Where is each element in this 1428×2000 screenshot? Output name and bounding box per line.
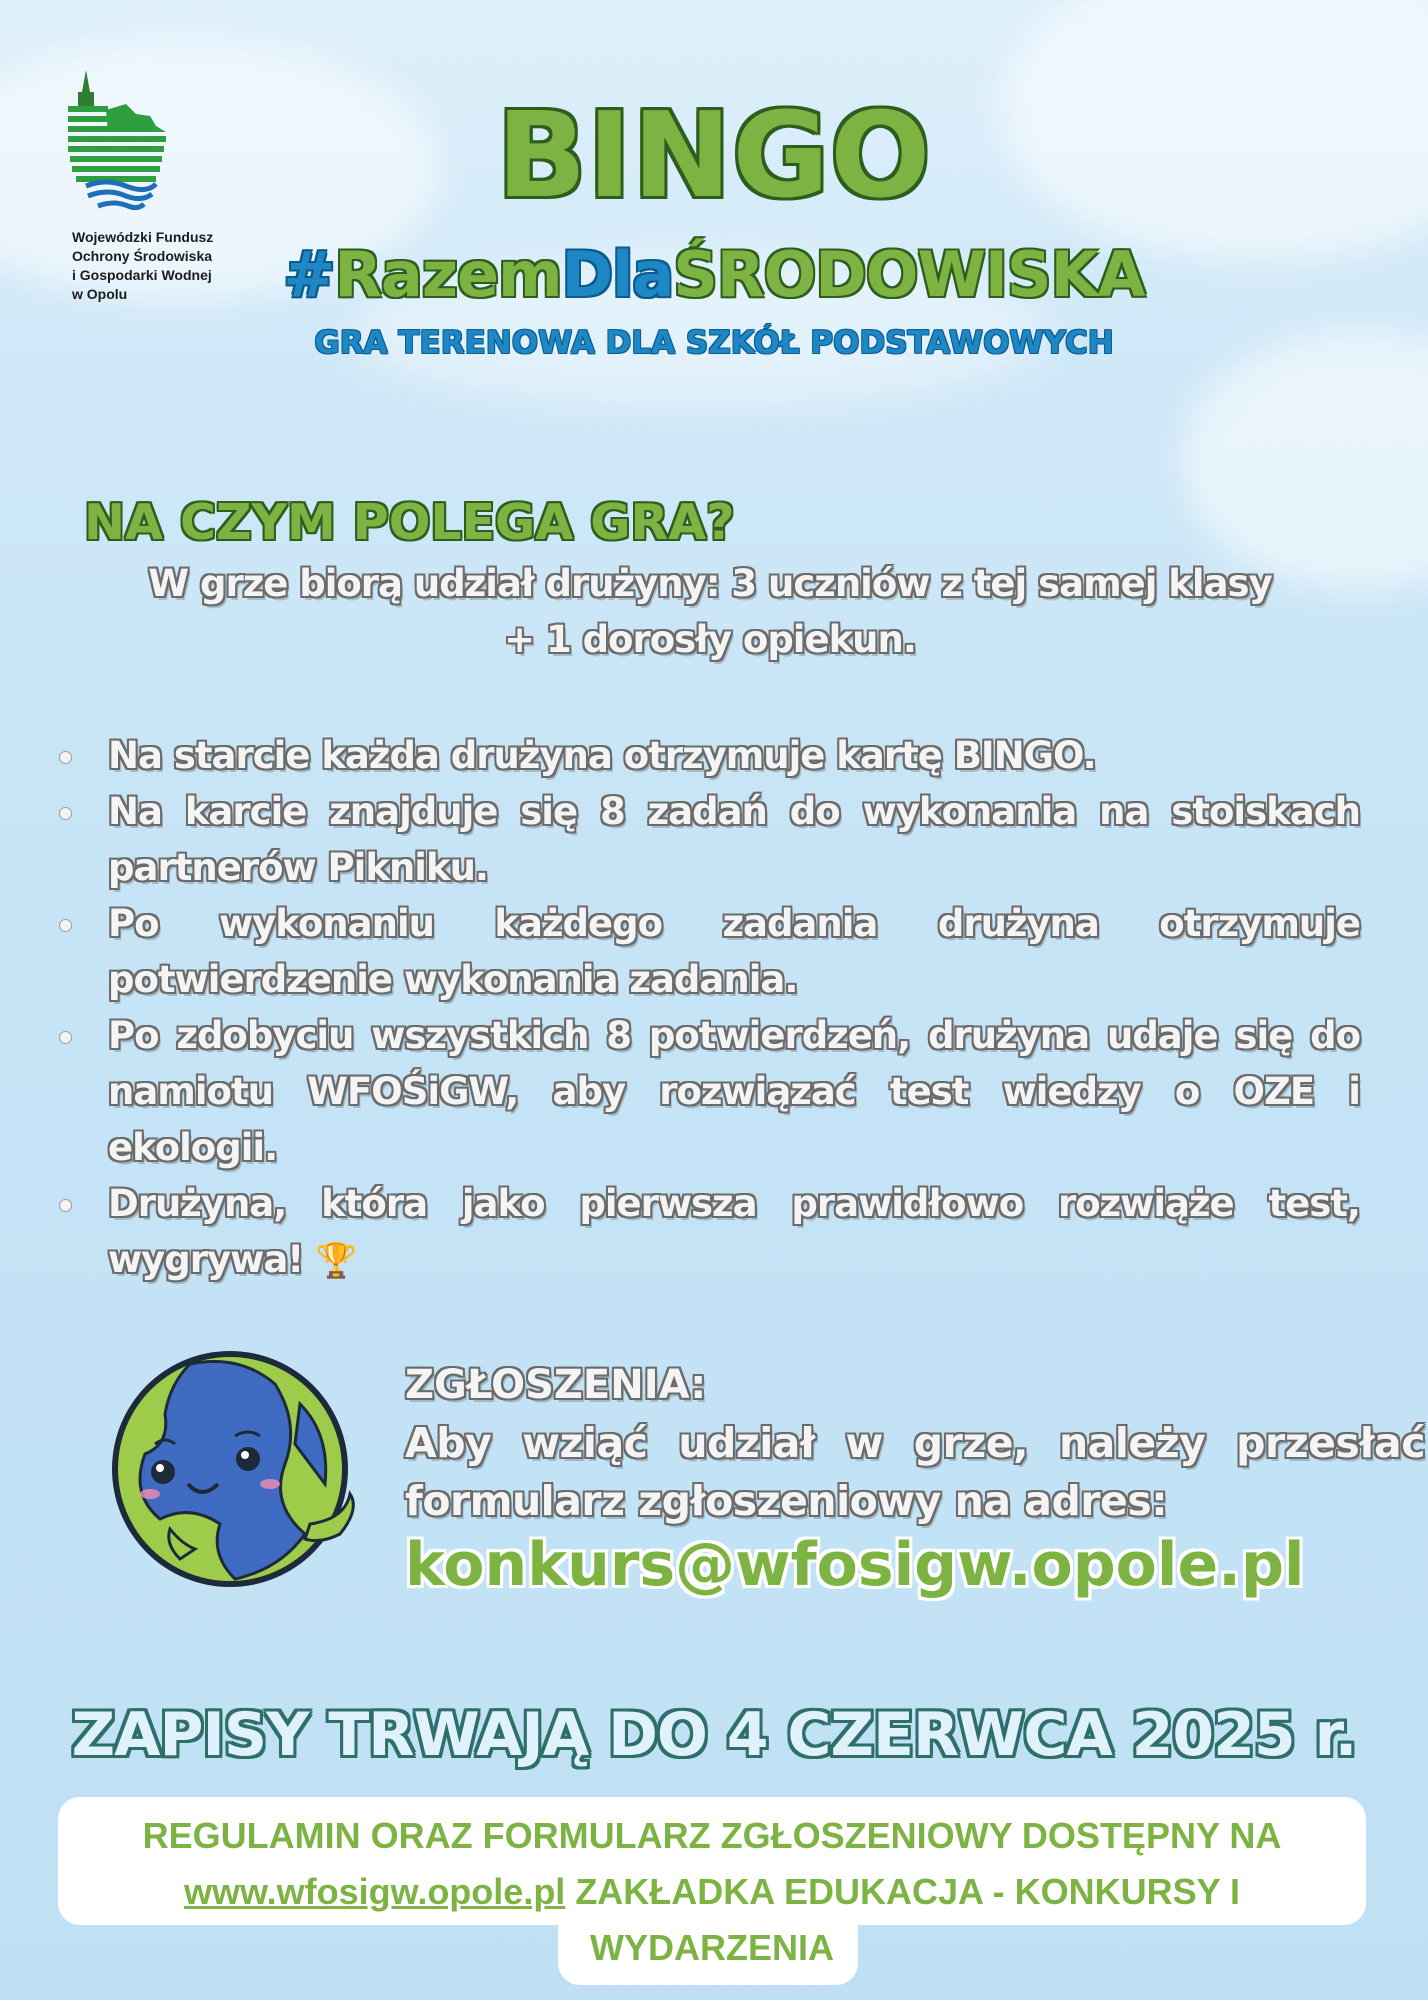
hashtag-part-razem: Razem — [334, 238, 562, 311]
rule-text: Drużyna, która jako pierwsza prawidłowo rozwiąże test, wygrywa! — [108, 1182, 1360, 1281]
logo-line: Wojewódzki Fundusz — [72, 229, 214, 245]
logo-line: Ochrony Środowiska — [72, 248, 213, 264]
hashtag-part-dla: Dla — [561, 238, 674, 311]
rule-text: Po wykonaniu każdego zadania drużyna otrzymuje potwierdzenie wykonania zadania. — [108, 902, 1360, 1001]
intro-line: W grze biorą udział drużyny: 3 uczniów z tej samej klasy — [148, 562, 1272, 605]
info-line-2 — [58, 1864, 1366, 1920]
rule-text: Po zdobyciu wszystkich 8 potwierdzeń, drużyna udaje się do namiotu WFOŚiGW, aby rozwiązać test wiedzy o OZE i ekologii. — [108, 1014, 1360, 1169]
registration-email-link[interactable]: konkurs@wfosigw.opole.pl — [405, 1530, 1305, 1600]
list-item — [108, 896, 1360, 1008]
info-line-3: WYDARZENIA — [590, 1927, 834, 1968]
info-line-1: REGULAMIN ORAZ FORMULARZ ZGŁOSZENIOWY DOSTĘPNY NA — [142, 1815, 1282, 1856]
list-item — [108, 784, 1360, 896]
rules-heading: NA CZYM POLEGA GRA? — [84, 494, 735, 551]
registration-body: Aby wziąć udział w grze, należy przesłać formularz zgłoszeniowy na adres: — [405, 1419, 1425, 1525]
rule-text: Na karcie znajduje się 8 zadań do wykonania na stoiskach partnerów Pikniku. — [108, 790, 1360, 889]
logo-line: i Gospodarki Wodnej — [72, 267, 212, 283]
trophy-icon: 🏆 — [315, 1241, 357, 1281]
registration-heading: ZGŁOSZENIA: — [405, 1362, 707, 1408]
list-item — [108, 1176, 1360, 1289]
logo-line: w Opolu — [72, 286, 128, 302]
list-item — [108, 728, 1360, 784]
info-line-2-rest: ZAKŁADKA EDUKACJA - KONKURSY I — [565, 1871, 1240, 1912]
list-item — [108, 1008, 1360, 1176]
rules-list — [108, 728, 1360, 1289]
info-text — [58, 1808, 1366, 1976]
intro-line: + 1 dorosły opiekun. — [504, 618, 916, 661]
subtitle: GRA TERENOWA DLA SZKÓŁ PODSTAWOWYCH — [314, 325, 1114, 361]
rule-text: Na starcie każda drużyna otrzymuje kartę BINGO. — [108, 734, 1096, 777]
page-title: BINGO — [496, 86, 932, 224]
hashtag-part-srodowiska: ŚRODOWISKA — [673, 238, 1145, 311]
deadline-banner: ZAPISY TRWAJĄ DO 4 CZERWCA 2025 r. — [71, 1700, 1357, 1770]
hashtag — [0, 238, 1428, 311]
earth-mascot-icon — [70, 1344, 390, 1594]
rules-intro — [60, 556, 1360, 668]
hashtag-hash: # — [283, 238, 335, 311]
website-link[interactable]: www.wfosigw.opole.pl — [183, 1871, 566, 1912]
